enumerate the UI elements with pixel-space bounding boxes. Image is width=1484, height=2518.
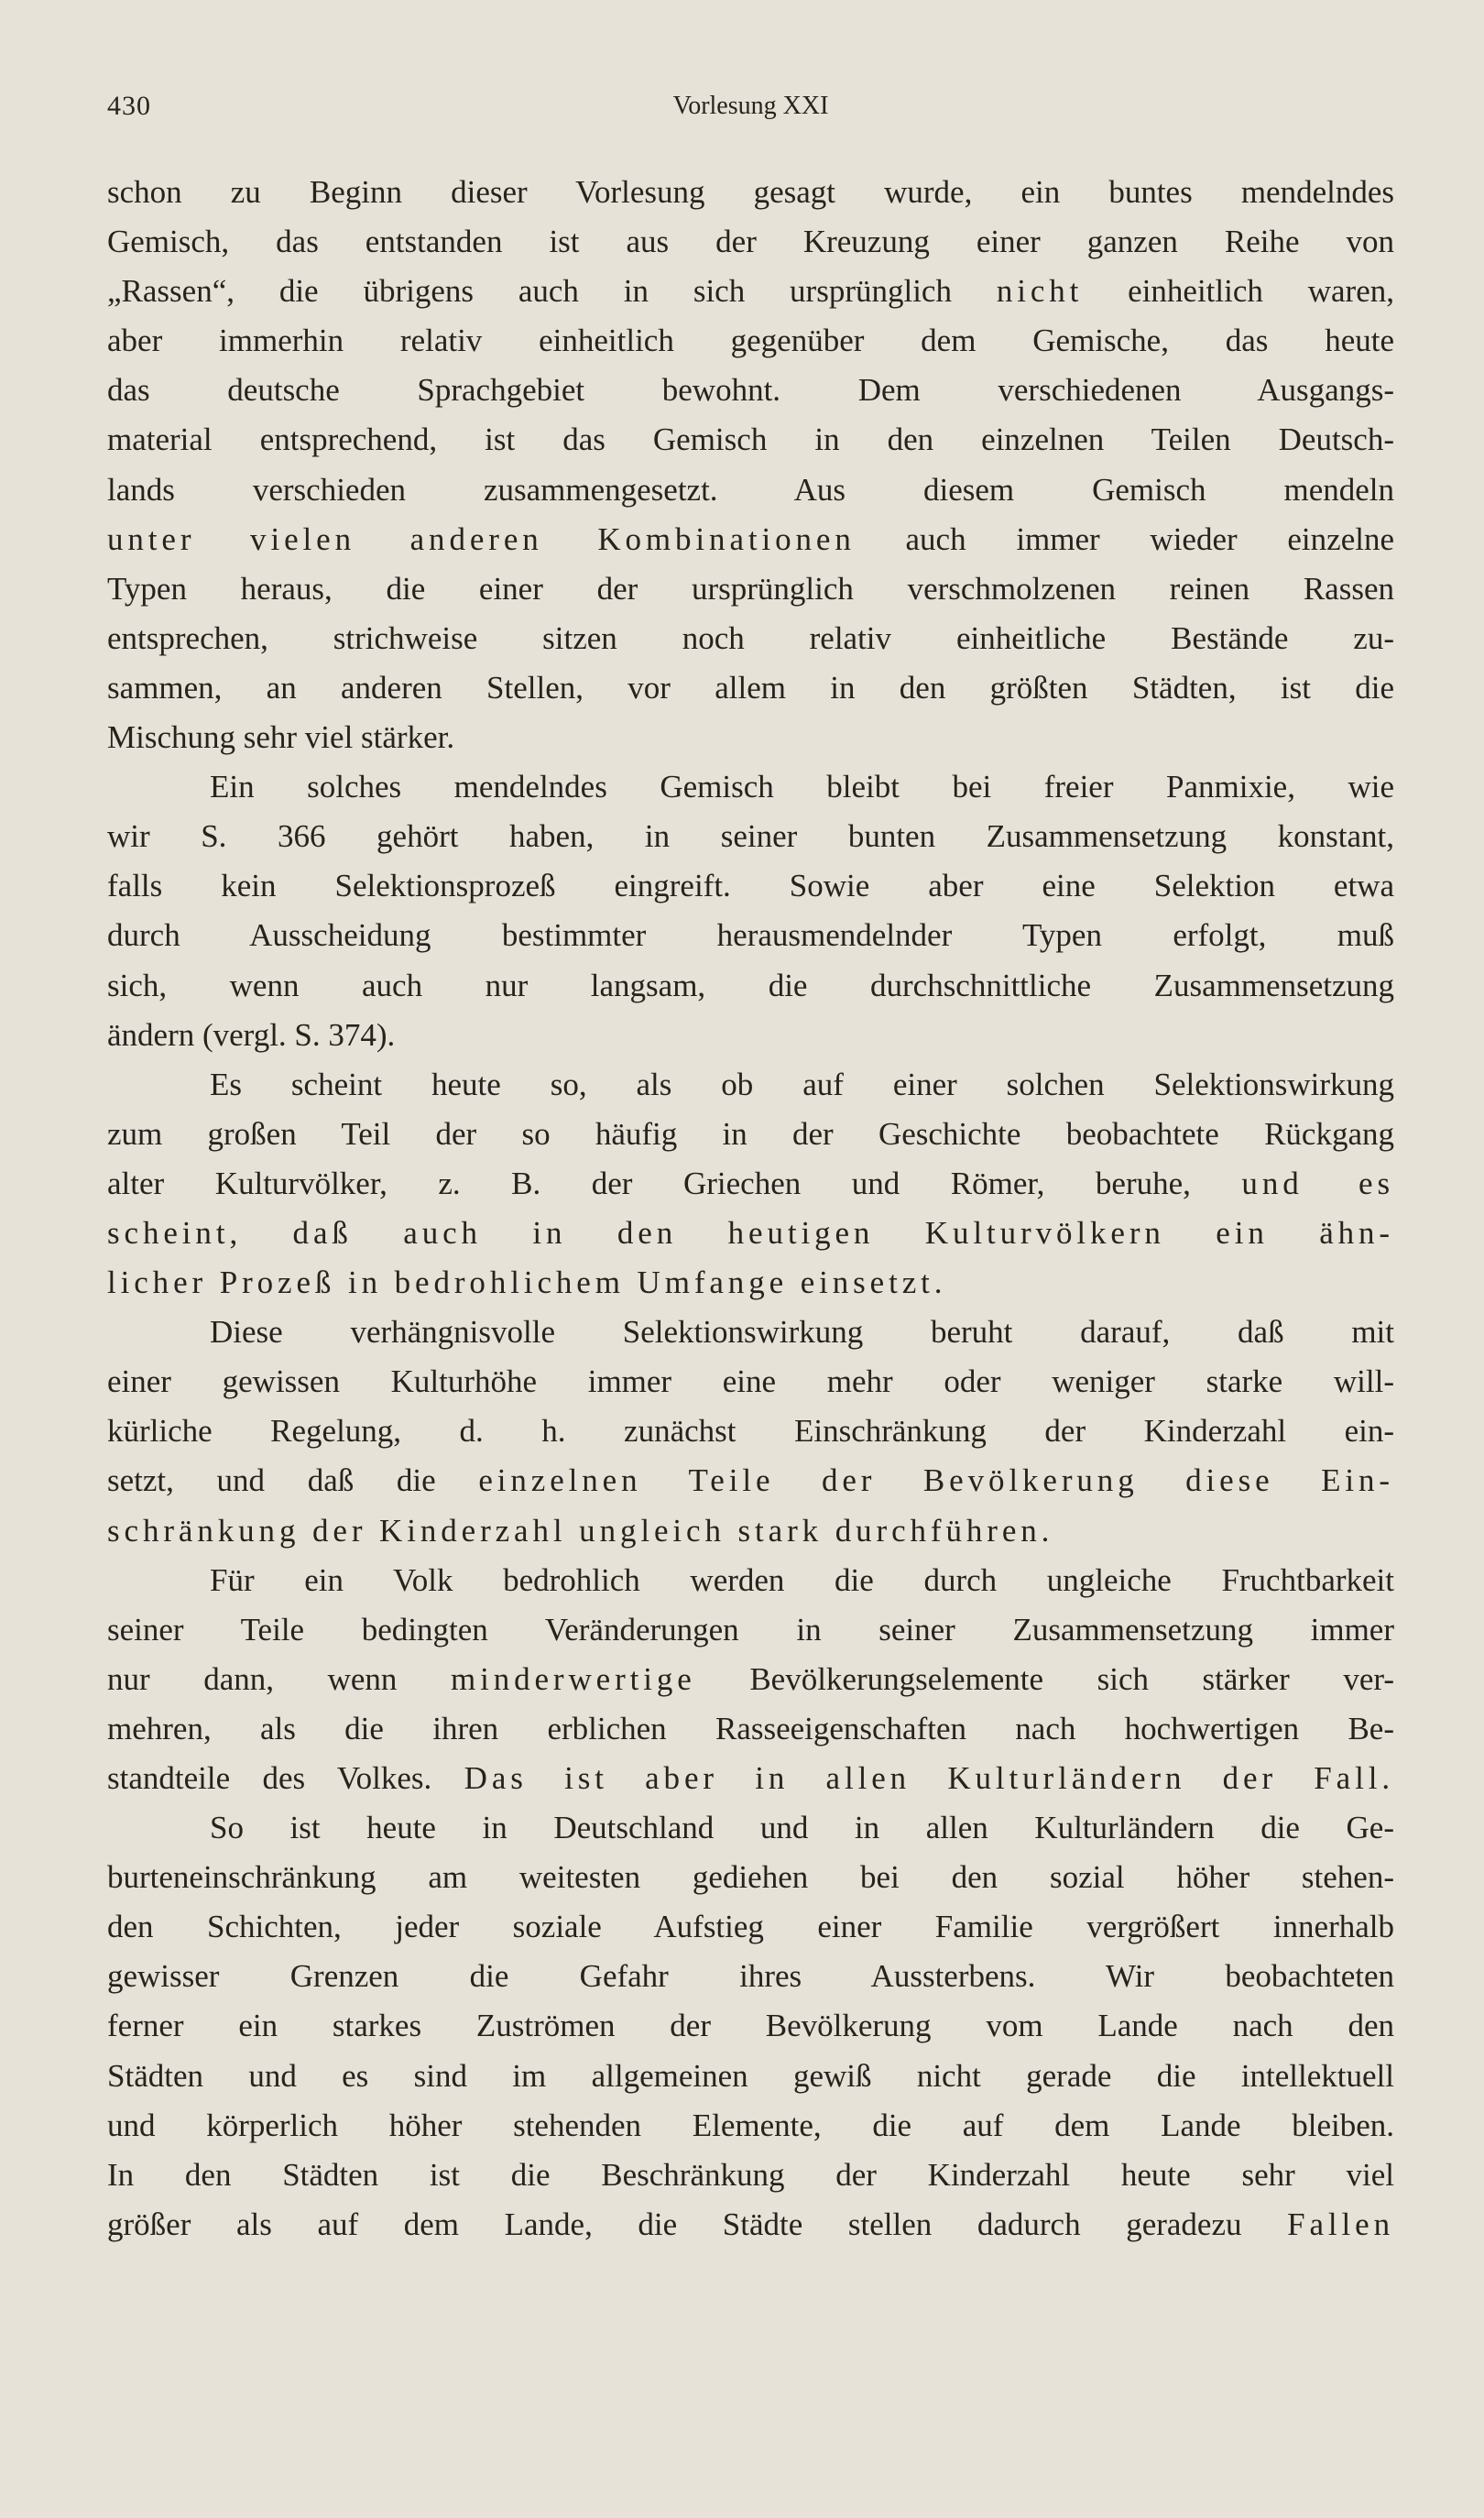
spaced-emphasis-text: schränkung der Kinderzahl ungleich stark durchführen. [107, 1512, 1054, 1549]
running-title: Vorlesung XXI [672, 92, 829, 120]
text-segment: schon zu Beginn dieser Vorlesung gesagt wurde, ein buntes mendelndes [107, 174, 1394, 210]
text-segment: durch Ausscheidung bestimmter herausmendelnder Typen erfolgt, muß [107, 917, 1394, 954]
text-line [107, 1605, 1394, 1655]
text-segment: Gemisch, das entstanden ist aus der Kreuzung einer ganzen Reihe von [107, 224, 1394, 260]
page-number: 430 [107, 91, 151, 121]
text-segment: aber immerhin relativ einheitlich gegenüber dem Gemische, das heute [107, 323, 1394, 359]
spaced-emphasis-text: Fallen [1287, 2206, 1394, 2242]
text-segment: sammen, an anderen Stellen, vor allem in den größten Städten, ist die [107, 669, 1394, 706]
text-segment: Städten und es sind im allgemeinen gewiß nicht gerade die intellektuell [107, 2057, 1394, 2094]
text-segment: Für ein Volk bedrohlich werden die durch ungleiche Fruchtbarkeit [210, 1561, 1394, 1598]
text-segment: Mischung sehr viel stärker. [107, 719, 455, 756]
text-line [107, 1655, 1394, 1704]
text-segment: einer gewissen Kulturhöhe immer eine mehr oder weniger starke will- [107, 1363, 1394, 1400]
text-line [107, 1159, 1394, 1209]
text-segment: gewisser Grenzen die Gefahr ihres Aussterbens. Wir beobachteten [107, 1958, 1394, 1995]
text-line [107, 2001, 1394, 2051]
spaced-emphasis-text: und es [1241, 1165, 1394, 1201]
text-segment: Es scheint heute so, als ob auf einer solchen Selektionswirkung [210, 1066, 1394, 1102]
text-segment: zum großen Teil der so häufig in der Geschichte beobachtete Rückgang [107, 1115, 1394, 1152]
text-segment: Ein solches mendelndes Gemisch bleibt bei freier Panmixie, wie [210, 769, 1394, 805]
text-segment: entsprechen, strichweise sitzen noch relativ einheitliche Bestände zu- [107, 619, 1394, 656]
text-line [107, 911, 1394, 960]
text-segment: das deutsche Sprachgebiet bewohnt. Dem verschiedenen Ausgangs- [107, 372, 1394, 409]
text-segment: Typen heraus, die einer der ursprünglich verschmolzenen reinen Rassen [107, 570, 1394, 607]
body-text [107, 168, 1394, 2250]
text-line [107, 1258, 1394, 1308]
text-line [107, 1704, 1394, 1754]
spaced-emphasis-text: unter vielen anderen Kombinationen [107, 520, 856, 557]
text-segment: auch immer wieder einzelne [855, 520, 1394, 557]
paragraph-first-line [107, 1556, 1394, 1605]
text-segment: „Rassen“, die übrigens auch in sich ursprünglich [107, 273, 997, 310]
text-line [107, 812, 1394, 861]
text-segment: wir S. 366 gehört haben, in seiner bunten Zusammensetzung konstant, [107, 818, 1394, 855]
text-line [107, 217, 1394, 267]
page-header [107, 88, 1394, 132]
spaced-emphasis-text: minderwertige [450, 1660, 696, 1697]
spaced-emphasis-text: licher Prozeß in bedrohlichem Umfange einsetzt. [107, 1264, 947, 1301]
text-line [107, 515, 1394, 564]
text-line [107, 366, 1394, 415]
spaced-emphasis-text: Das ist aber in allen Kulturländern der Fall. [464, 1760, 1394, 1796]
text-line [107, 1357, 1394, 1407]
text-segment: Diese verhängnisvolle Selektionswirkung beruht darauf, daß mit [210, 1314, 1394, 1351]
text-line [107, 1011, 1394, 1060]
text-line [107, 1110, 1394, 1159]
text-segment: und körperlich höher stehenden Elemente, die auf dem Lande bleiben. [107, 2107, 1394, 2143]
text-segment: sich, wenn auch nur langsam, die durchschnittliche Zusammensetzung [107, 967, 1394, 1003]
text-segment: mehren, als die ihren erblichen Rasseeigenschaften nach hochwertigen Be- [107, 1710, 1394, 1746]
text-segment: burteneinschränkung am weitesten gediehen bei den sozial höher stehen- [107, 1859, 1394, 1896]
text-line [107, 861, 1394, 911]
text-line [107, 961, 1394, 1011]
text-line [107, 2052, 1394, 2101]
text-line [107, 1407, 1394, 1456]
text-line [107, 1209, 1394, 1258]
text-line [107, 2101, 1394, 2151]
text-segment: standteile des Volkes. [107, 1760, 464, 1796]
text-line [107, 316, 1394, 366]
text-line [107, 1952, 1394, 2001]
text-segment: einheitlich waren, [1083, 273, 1394, 310]
text-line [107, 2200, 1394, 2250]
text-line [107, 614, 1394, 663]
paragraph-first-line [107, 1308, 1394, 1357]
text-segment: nur dann, wenn [107, 1660, 451, 1697]
text-segment: setzt, und daß die [107, 1462, 479, 1499]
text-line [107, 1754, 1394, 1803]
spaced-emphasis-text: einzelnen Teile der Bevölkerung diese Ein- [478, 1462, 1394, 1499]
text-segment: seiner Teile bedingten Veränderungen in seiner Zusammensetzung immer [107, 1611, 1394, 1648]
text-segment: den Schichten, jeder soziale Aufstieg einer Familie vergrößert innerhalb [107, 1909, 1394, 1945]
text-segment: alter Kulturvölker, z. B. der Griechen und Römer, beruhe, [107, 1165, 1242, 1201]
text-segment: größer als auf dem Lande, die Städte stellen dadurch geradezu [107, 2206, 1288, 2242]
spaced-emphasis-text: nicht [996, 273, 1084, 310]
spaced-emphasis-text: scheint, daß auch in den heutigen Kulturvölkern ein ähn- [107, 1214, 1394, 1251]
text-segment: In den Städten ist die Beschränkung der Kinderzahl heute sehr viel [107, 2156, 1394, 2193]
text-line [107, 564, 1394, 614]
text-segment: material entsprechend, ist das Gemisch in den einzelnen Teilen Deutsch- [107, 421, 1394, 458]
text-segment: falls kein Selektionsprozeß eingreift. Sowie aber eine Selektion etwa [107, 868, 1394, 904]
text-segment: ferner ein starkes Zuströmen der Bevölkerung vom Lande nach den [107, 2008, 1394, 2044]
paragraph-first-line [107, 1803, 1394, 1853]
text-line [107, 2151, 1394, 2200]
paragraph-first-line [107, 762, 1394, 812]
text-line [107, 1456, 1394, 1505]
text-line [107, 663, 1394, 713]
text-segment: ändern (vergl. S. 374). [107, 1016, 396, 1053]
text-line [107, 267, 1394, 316]
text-segment: So ist heute in Deutschland und in allen Kulturländern die Ge- [210, 1810, 1394, 1846]
text-segment: Bevölkerungselemente sich stärker ver- [695, 1660, 1394, 1697]
paragraph-first-line [107, 1060, 1394, 1110]
text-segment: kürliche Regelung, d. h. zunächst Einschränkung der Kinderzahl ein- [107, 1413, 1394, 1450]
text-line [107, 465, 1394, 515]
text-line [107, 1506, 1394, 1556]
text-line [107, 168, 1394, 217]
text-line [107, 1853, 1394, 1902]
text-line [107, 415, 1394, 465]
text-line [107, 713, 1394, 762]
text-line [107, 1902, 1394, 1952]
text-segment: lands verschieden zusammengesetzt. Aus diesem Gemisch mendeln [107, 471, 1394, 508]
